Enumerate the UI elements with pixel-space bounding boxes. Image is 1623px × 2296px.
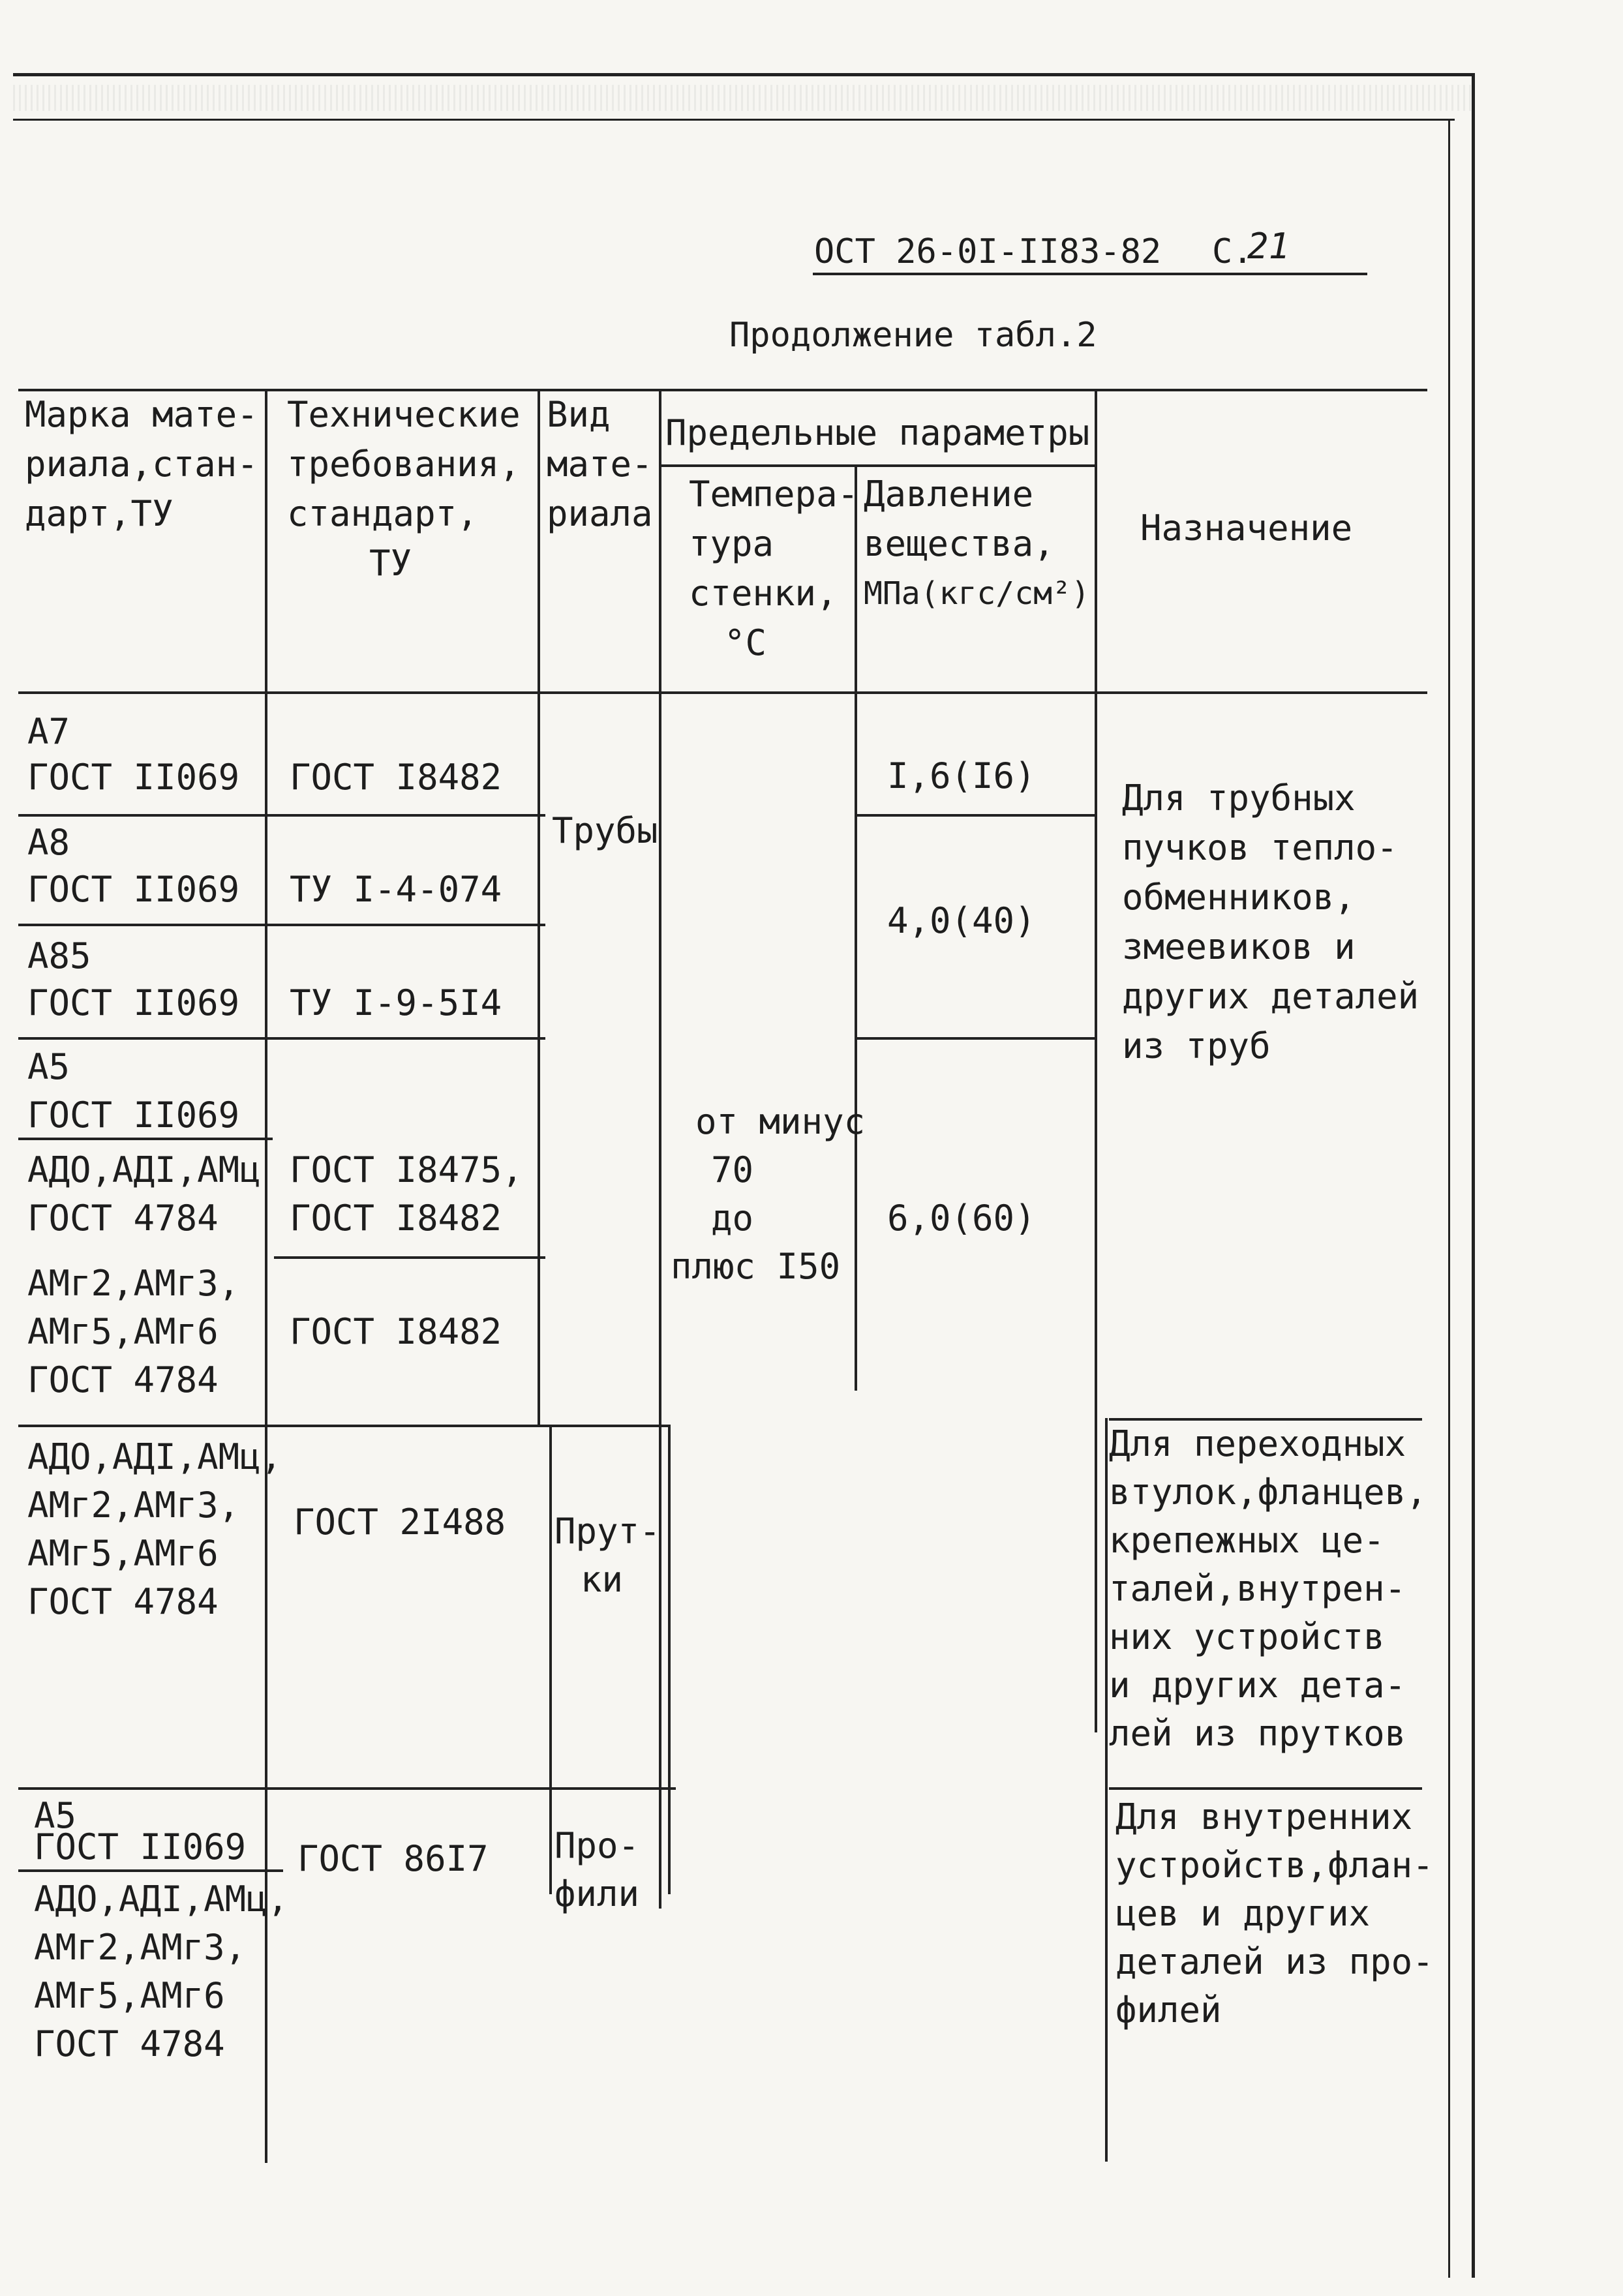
col-temp-line1: Темпера- bbox=[689, 474, 859, 515]
purpose-pipes-4: змеевиков и bbox=[1122, 926, 1356, 967]
col-group-header: Предельные параметры bbox=[665, 412, 1090, 453]
r3-tech: ТУ I-9-5I4 bbox=[290, 982, 502, 1023]
row-line-5 bbox=[274, 1256, 545, 1259]
col-type-line1: Вид bbox=[547, 394, 611, 435]
r7-grade-3: АМг5,АМг6 bbox=[27, 1533, 219, 1574]
pressure-60: 6,0(60) bbox=[887, 1198, 1036, 1239]
r4-grade-2: ГОСТ II069 bbox=[27, 1095, 240, 1136]
r8-type-1: Про- bbox=[554, 1825, 640, 1866]
r8-purpose-3: цев и других bbox=[1115, 1893, 1371, 1934]
row-line-3 bbox=[18, 1037, 545, 1040]
purpose-pipes-2: пучков тепло- bbox=[1122, 827, 1398, 868]
col-purpose-header: Назначение bbox=[1140, 507, 1353, 549]
row-line-1 bbox=[18, 814, 545, 817]
r3-grade-2: ГОСТ II069 bbox=[27, 982, 240, 1023]
temp-4: плюс I50 bbox=[671, 1246, 841, 1287]
purpose-pipes-1: Для трубных bbox=[1122, 778, 1356, 819]
r2-grade-2: ГОСТ II069 bbox=[27, 869, 240, 910]
col-tech-line2: требования, bbox=[287, 444, 521, 485]
col-line-5b bbox=[1105, 1418, 1108, 2162]
col-temp-line3: стенки, bbox=[689, 573, 838, 614]
doc-code: ОСТ 26-0I-II83-82 bbox=[814, 232, 1162, 271]
r8-top-1: А5 bbox=[34, 1795, 77, 1836]
col-type-line2: мате- bbox=[547, 444, 653, 485]
r8-grade-2: АМг2,АМг3, bbox=[34, 1927, 247, 1968]
r3-grade-1: А85 bbox=[27, 935, 91, 976]
r6-grade-1: АМг2,АМг3, bbox=[27, 1263, 240, 1304]
r8-grade-3: АМг5,АМг6 bbox=[34, 1975, 225, 2016]
r7-purpose-5: них устройств bbox=[1109, 1616, 1385, 1657]
col-line-3b bbox=[668, 1425, 671, 1894]
right-border bbox=[1472, 73, 1475, 2278]
row-line-7 bbox=[18, 1787, 676, 1790]
r7-type-1: Прут- bbox=[554, 1511, 661, 1552]
page-label: С. bbox=[1212, 232, 1253, 271]
col-temp-line2: тура bbox=[689, 523, 774, 564]
scan-noise bbox=[13, 85, 1474, 111]
r7-purpose-7: лей из прутков bbox=[1109, 1713, 1406, 1754]
r8-purpose-1: Для внутренних bbox=[1115, 1796, 1413, 1837]
row-line-3p bbox=[856, 1037, 1096, 1040]
r8-purpose-4: деталей из про- bbox=[1115, 1941, 1434, 1982]
r7-grade-1: АДО,АДI,АМц, bbox=[27, 1436, 282, 1477]
col-line-2b bbox=[549, 1425, 552, 1894]
continuation-title: Продолжение табл.2 bbox=[729, 316, 1097, 355]
r2-grade-1: А8 bbox=[27, 822, 70, 863]
col-line-4 bbox=[855, 464, 857, 1391]
r6-grade-3: ГОСТ 4784 bbox=[27, 1359, 219, 1400]
col-tech-line4: ТУ bbox=[369, 543, 412, 584]
r5-tech-1: ГОСТ I8475, bbox=[290, 1149, 523, 1190]
col-press-line2: вещества, bbox=[864, 523, 1055, 564]
r7-grade-2: АМг2,АМг3, bbox=[27, 1485, 240, 1526]
r7-purpose-4: талей,внутрен- bbox=[1109, 1568, 1406, 1609]
r4-grade-1: А5 bbox=[27, 1046, 70, 1087]
r2-tech: ТУ I-4-074 bbox=[290, 869, 502, 910]
col-line-2 bbox=[538, 389, 540, 1425]
r5-grade-1: АДО,АДI,АМц bbox=[27, 1149, 261, 1190]
r8-top-2: ГОСТ II069 bbox=[34, 1826, 247, 1867]
r8-purpose-5: филей bbox=[1115, 1989, 1222, 2031]
purpose-pipes-6: из труб bbox=[1122, 1025, 1271, 1066]
r1-grade-2: ГОСТ II069 bbox=[27, 757, 240, 798]
col-grade-line2: риала,стан- bbox=[25, 444, 258, 485]
r7-tech: ГОСТ 2I488 bbox=[294, 1502, 506, 1543]
r7-purpose-6: и других дета- bbox=[1109, 1665, 1406, 1706]
page-number: 21 bbox=[1247, 226, 1290, 267]
r8-grade-1: АДО,АДI,АМц, bbox=[34, 1879, 289, 1920]
r6-grade-2: АМг5,АМг6 bbox=[27, 1311, 219, 1352]
r6-tech: ГОСТ I8482 bbox=[290, 1311, 502, 1352]
header-bottom-line bbox=[18, 691, 1427, 694]
top-border-inner bbox=[13, 119, 1455, 121]
temp-3: до bbox=[711, 1198, 754, 1239]
purpose-pipes-5: других деталей bbox=[1122, 976, 1419, 1017]
r1-tech: ГОСТ I8482 bbox=[290, 757, 502, 798]
col-press-line3: МПа(кгс/см²) bbox=[864, 575, 1090, 612]
row-line-2 bbox=[18, 924, 545, 926]
top-border bbox=[13, 73, 1474, 76]
r8-tech: ГОСТ 86I7 bbox=[297, 1838, 489, 1879]
col-temp-line4: °С bbox=[724, 622, 767, 663]
r7-type-2: ки bbox=[581, 1559, 624, 1600]
r8-purpose-2: устройств,флан- bbox=[1115, 1845, 1434, 1886]
header-underline bbox=[813, 273, 1367, 275]
col-line-5 bbox=[1095, 389, 1097, 1732]
row-line-7n bbox=[1109, 1787, 1422, 1790]
col-press-line1: Давление bbox=[864, 474, 1034, 515]
r8-grade-4: ГОСТ 4784 bbox=[34, 2023, 225, 2064]
col-tech-line3: стандарт, bbox=[287, 493, 478, 534]
r7-purpose-2: втулок,фланцев, bbox=[1109, 1472, 1427, 1513]
type-pipes: Трубы bbox=[552, 810, 658, 851]
r7-purpose-3: крепежных це- bbox=[1109, 1520, 1385, 1561]
r8-type-2: фили bbox=[554, 1873, 640, 1914]
right-border-inner bbox=[1448, 119, 1450, 2278]
temp-1: от минус bbox=[695, 1101, 866, 1142]
r7-grade-4: ГОСТ 4784 bbox=[27, 1581, 219, 1622]
r5-grade-2: ГОСТ 4784 bbox=[27, 1198, 219, 1239]
pressure-40: 4,0(40) bbox=[887, 900, 1036, 941]
r7-purpose-1: Для переходных bbox=[1109, 1423, 1406, 1464]
r1-grade-1: А7 bbox=[27, 711, 70, 752]
temp-2: 70 bbox=[711, 1149, 754, 1190]
r1-pressure: I,6(I6) bbox=[887, 755, 1036, 796]
group-sub-line bbox=[660, 464, 1096, 467]
col-tech-line1: Технические bbox=[287, 394, 521, 435]
purpose-pipes-3: обменников, bbox=[1122, 877, 1356, 918]
col-line-3 bbox=[659, 389, 661, 1909]
col-type-line3: риала bbox=[547, 493, 653, 534]
col-grade-line1: Марка мате- bbox=[25, 394, 258, 435]
row-line-6 bbox=[18, 1425, 668, 1427]
row-line-1p bbox=[856, 814, 1096, 817]
col-grade-line3: дарт,ТУ bbox=[25, 493, 174, 534]
r5-tech-2: ГОСТ I8482 bbox=[290, 1198, 502, 1239]
